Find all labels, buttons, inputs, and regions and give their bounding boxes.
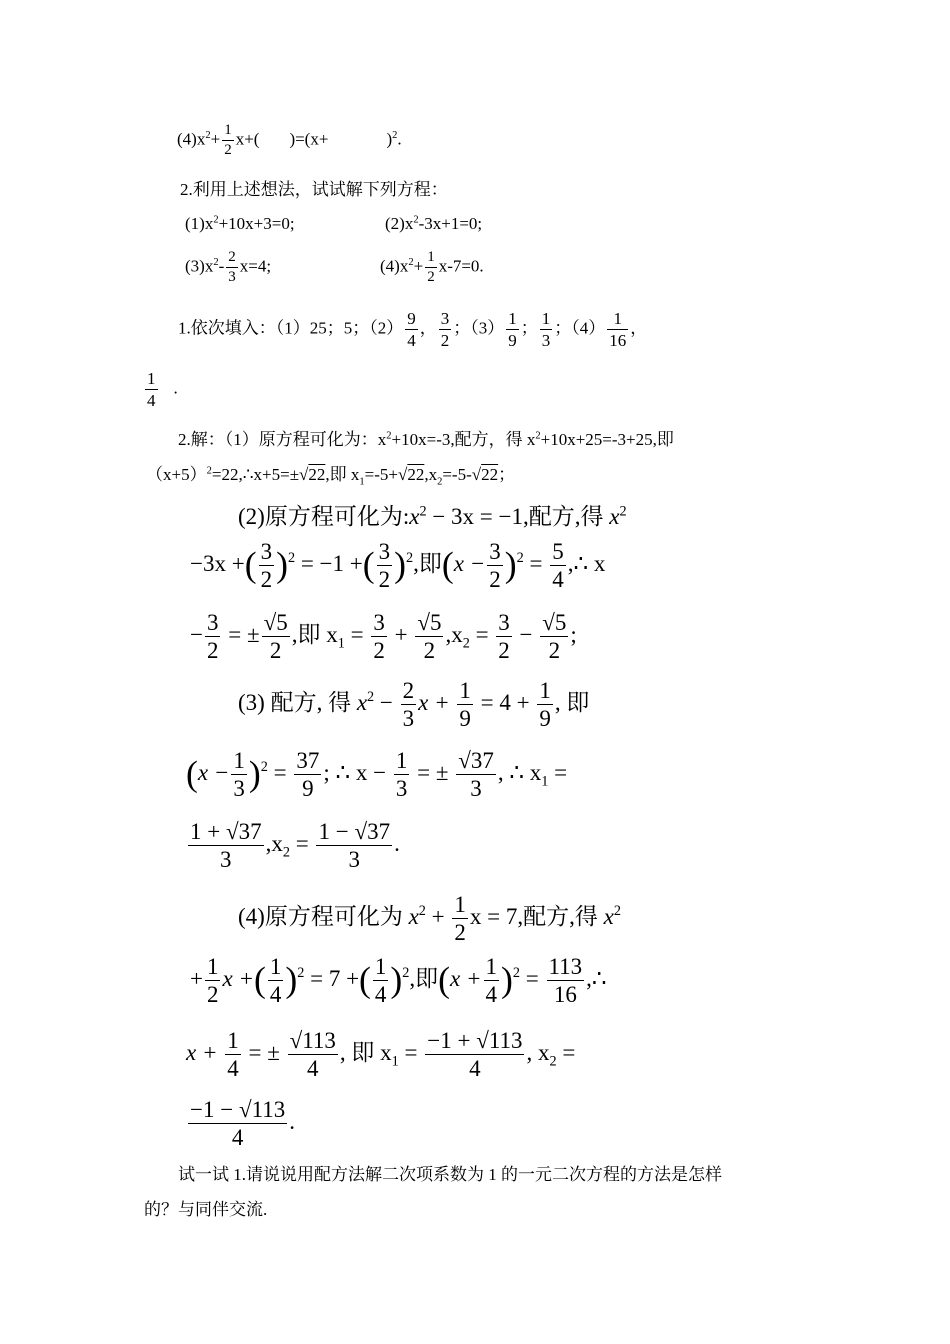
try-it-line2: 的？与同伴交流. [144, 1200, 268, 1219]
exercise-2-heading: 2.利用上述想法，试试解下列方程： [180, 180, 448, 199]
answer-2-line2: $(x+5)^2=22,\therefore x+5=\pm√22$,即 $x_1=-5+√22,x_2=-5-√22$； [146, 465, 516, 488]
sol4-row1: (4)原方程可化为 $x^2$ + $\frac{1}{2}$ x = 7,配方,得 $x^2$ [238, 892, 621, 945]
answer-1-cont: $\frac{1}{4}$ . [147, 369, 178, 410]
answer-1: 1.依次填入：（1）25；5；（2） $\frac{9}{4}$ ， $\frac{3}{2}$ ；（3） $\frac{1}{9}$ ； $\frac{1}{3}$ ；（4） $\frac{1}{16}$ ， [178, 309, 648, 350]
sol4-row2: + $\frac{1}{2}$ x +( $\frac{1}{4}$ )$^2$ = 7 +( $\frac{1}{4}$ )$^2$,即(x + $\frac{1}{4}$ )$^2$ = $\frac{113}{16}$ ,∴ [190, 954, 607, 1007]
sol2-row1: (2)原方程可化为$:x^2 - 3x = -1$,配方,得 $x^2$ [238, 503, 627, 529]
sol4-row3: x + $\frac{1}{4}$ = ± $\frac{√113}{4}$ , 即 $x_1$ = $\frac{-1 + √113}{4}$ , $x_2$ = [186, 1028, 576, 1081]
blank-fill-line-4: $(4)x^2+$ $\frac{1}{2}$ x+( )$=(x+ )^2$. [177, 122, 402, 158]
equation-2: $(2)x^2-3x+1=0$; [385, 214, 483, 233]
answer-2-line1: 2.解：（1）原方程可化为：$x^2+10x=-3$,配方，得 $x^2+10x+25=-3+25$,即 [178, 430, 674, 449]
equation-3: $(3)x^2-$ $\frac{2}{3}$ x=4; [185, 249, 272, 285]
sol3-row1: (3) 配方, 得 $x^2$ − $\frac{2}{3}$ x + $\frac{1}{9}$ = 4 + $\frac{1}{9}$ , 即 [238, 678, 590, 731]
sol2-row3: − $\frac{3}{2}$ = ± $\frac{√5}{2}$ ,即 $x_1$ = $\frac{3}{2}$ + $\frac{√5}{2}$ $,x_2$ = $\frac{3}{2}$ − $\frac{√5}{2}$ ; [190, 610, 577, 663]
try-it-line1: 试一试 1.请说说用配方法解二次项系数为 1 的一元二次方程的方法是怎样 [178, 1165, 722, 1184]
equation-1: $(1)x^2+10x+3=0$; [185, 214, 295, 233]
sol2-row2: −3x +( $\frac{3}{2}$ )$^2$ = −1 +( $\frac{3}{2}$ )$^2$,即(x − $\frac{3}{2}$ )$^2$ = $\frac{5}{4}$ ,∴ x [190, 539, 606, 592]
equation-4: $(4)x^2+$ $\frac{1}{2}$ x-7=0. [380, 249, 484, 285]
sol4-row4: $\frac{-1 - √113}{4}$ . [190, 1097, 295, 1150]
sol3-row3: $\frac{1 + √37}{3}$ $,x_2$ = $\frac{1 - √37}{3}$ . [190, 819, 400, 872]
sol3-row2: (x − $\frac{1}{3}$ )$^2$ = $\frac{37}{9}$ ; ∴ x − $\frac{1}{3}$ = ± $\frac{√37}{3}$ , ∴ $x_1$ = [186, 748, 568, 801]
